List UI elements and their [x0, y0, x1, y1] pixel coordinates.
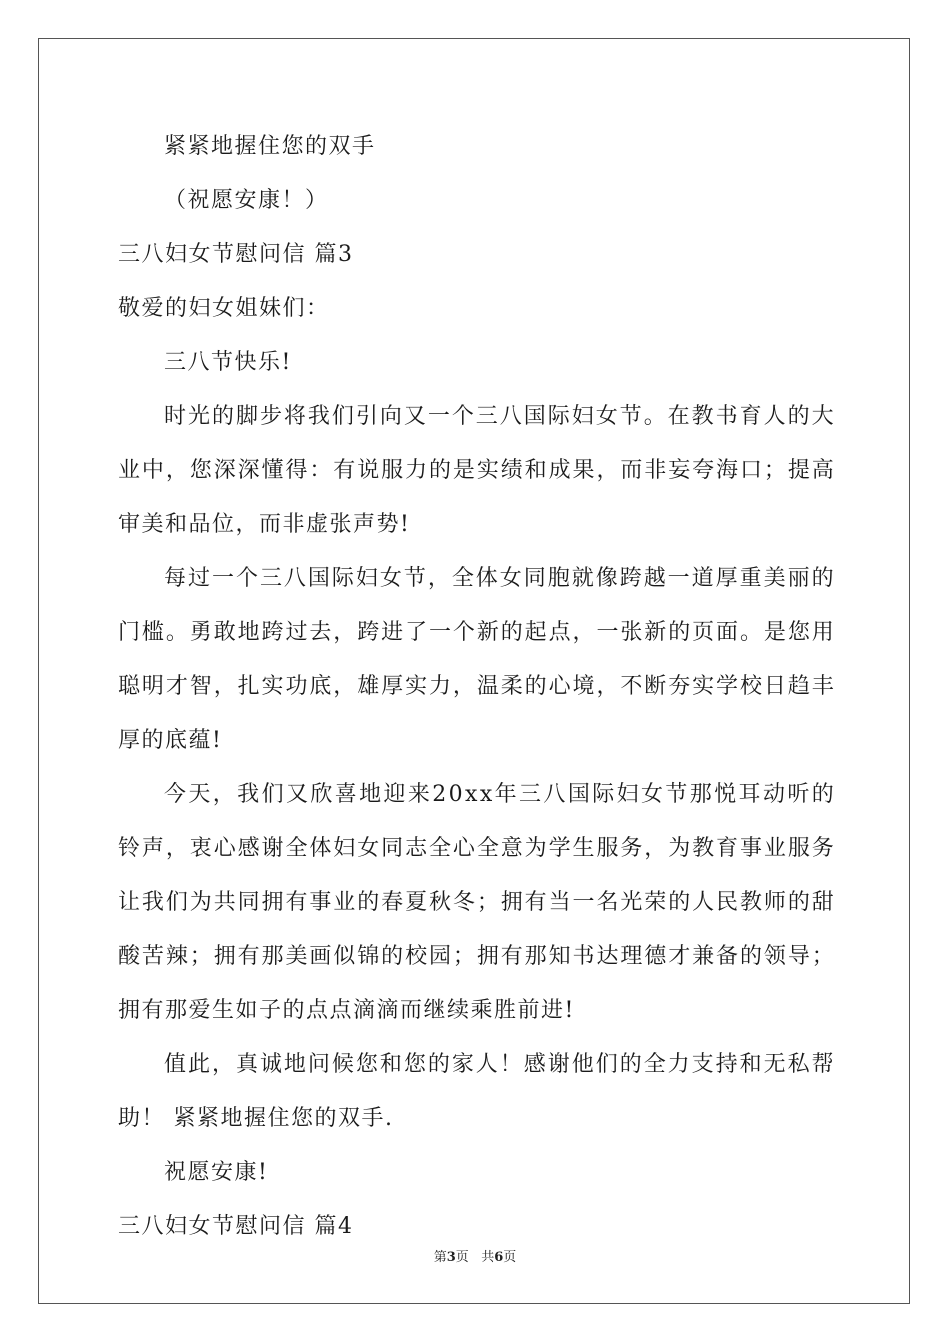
- text-line: 三八节快乐!: [164, 350, 292, 375]
- document-body: [118, 120, 834, 1254]
- footer-total-suffix: 页: [503, 1250, 517, 1265]
- page-footer: [0, 1246, 950, 1265]
- text-line: 聪 明 才 智 ， 扎 实 功 底 ， 雄 厚 实 力 ， 温 柔 的 心 境 ， 不 断 夯 实 学 校 日 趋 丰: [118, 674, 834, 699]
- text-line: 让 我 们 为 共 同 拥 有 事 业 的 春 夏 秋 冬 ； 拥 有 当 一 名 光 荣 的 人 民 教 师 的 甜: [118, 890, 834, 915]
- footer-prefix: 第: [433, 1250, 447, 1265]
- text-line: 今 天 ， 我 们 又 欣 喜 地 迎 来 2 0 x x 年 三 八 国 际 妇 女 节 那 悦 耳 动 听 的: [164, 782, 834, 807]
- text-line: 敬爱的妇女姐妹们：: [118, 296, 330, 321]
- text-line: 铃 声 ， 衷 心 感 谢 全 体 妇 女 同 志 全 心 全 意 为 学 生 服 务 ， 为 教 育 事 业 服 务: [118, 836, 834, 861]
- text-line: 时 光 的 脚 步 将 我 们 引 向 又 一 个 三 八 国 际 妇 女 节 。 在 教 书 育 人 的 大: [164, 404, 834, 429]
- footer-total-pages: 6: [494, 1250, 504, 1265]
- text-line: 酸 苦 辣 ； 拥 有 那 美 画 似 锦 的 校 园 ； 拥 有 那 知 书 达 理 德 才 兼 备 的 领 导 ；: [118, 944, 834, 969]
- text-line: 三八妇女节慰问信 篇3: [118, 242, 354, 267]
- footer-page-suffix: 页: [455, 1250, 469, 1265]
- text-line: （祝愿安康！）: [164, 188, 329, 213]
- text-line: 审美和品位，而非虚张声势!: [118, 512, 411, 537]
- text-line: 每 过 一 个 三 八 国 际 妇 女 节 ， 全 体 女 同 胞 就 像 跨 越 一 道 厚 重 美 丽 的: [164, 566, 834, 591]
- text-line: 厚的底蕴!: [118, 728, 223, 753]
- text-line: 门 槛 。 勇 敢 地 跨 过 去 ， 跨 进 了 一 个 新 的 起 点 ， 一 张 新 的 页 面 。 是 您 用: [118, 620, 834, 645]
- text-line: 三八妇女节慰问信 篇4: [118, 1214, 354, 1239]
- footer-page-number: 3: [446, 1250, 456, 1265]
- footer-total-prefix: 共: [481, 1250, 495, 1265]
- text-line: 业 中 ， 您 深 深 懂 得 ： 有 说 服 力 的 是 实 绩 和 成 果 ， 而 非 妄 夸 海 口 ； 提 高: [118, 458, 834, 483]
- text-line: 拥有那爱生如子的点点滴滴而继续乘胜前进!: [118, 998, 575, 1023]
- text-line: 助！ 紧紧地握住您的双手.: [118, 1106, 394, 1131]
- text-line: 值 此 ， 真 诚 地 问 候 您 和 您 的 家 人 ！ 感 谢 他 们 的 全 力 支 持 和 无 私 帮: [164, 1052, 834, 1077]
- text-line: 紧紧地握住您的双手: [164, 134, 376, 159]
- text-line: 祝愿安康!: [164, 1160, 269, 1185]
